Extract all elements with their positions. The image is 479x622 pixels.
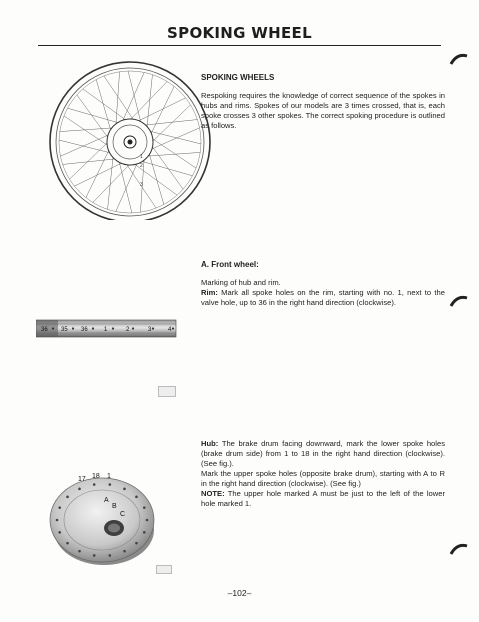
page-number: –102– bbox=[227, 588, 252, 598]
rim-spoke-hole bbox=[172, 327, 174, 329]
hub-mark-1: 1 bbox=[107, 473, 111, 480]
note-paragraph bbox=[201, 489, 445, 509]
hub-spoke-hole bbox=[93, 483, 96, 486]
rim-spoke-hole bbox=[132, 327, 134, 329]
hub-spoke-hole bbox=[56, 519, 59, 522]
hub-figure bbox=[42, 450, 172, 570]
wheel-mark-3: 3 bbox=[140, 182, 143, 188]
rim-mark-4: 4 bbox=[168, 327, 172, 333]
hub-spoke-hole bbox=[109, 483, 112, 486]
rim-spoke-hole bbox=[152, 327, 154, 329]
front-wheel-block bbox=[201, 260, 445, 308]
photo-corner-mark bbox=[158, 386, 176, 397]
hub-spoke-hole bbox=[135, 496, 138, 499]
rim-text: Mark all spoke holes on the rim, starting with no. 1, next to the valve hole, up to 36 in the right hand direction (clockwise). bbox=[201, 288, 445, 307]
hub-mark-17: 17 bbox=[78, 476, 86, 483]
hub-spoke-hole bbox=[135, 542, 138, 545]
marking-intro: Marking of hub and rim. bbox=[201, 278, 281, 287]
title-rule bbox=[38, 45, 441, 46]
hub-spoke-hole bbox=[146, 519, 149, 522]
hub-spoke-hole bbox=[58, 531, 61, 534]
rim-spoke-hole bbox=[52, 327, 54, 329]
hub-spoke-hole bbox=[93, 554, 96, 557]
hub-spoke-hole bbox=[66, 496, 69, 499]
front-wheel-heading: A. Front wheel: bbox=[201, 260, 259, 269]
rim-mark-36a: 36 bbox=[41, 327, 48, 333]
binder-hole-mark bbox=[449, 540, 469, 560]
rim-spoke-hole bbox=[112, 327, 114, 329]
hub-mark-b: B bbox=[112, 503, 117, 510]
rim-mark-3: 3 bbox=[148, 327, 152, 333]
hub-spoke-hole bbox=[58, 506, 61, 509]
rim-spoke-hole bbox=[72, 327, 74, 329]
rim-mark-2: 2 bbox=[126, 327, 130, 333]
hub-paragraph bbox=[201, 439, 445, 469]
wheel-mark-2: 2 bbox=[140, 163, 143, 169]
hub-spoke-hole bbox=[123, 488, 126, 491]
page-title: SPOKING WHEEL bbox=[167, 24, 312, 42]
rim-paragraph bbox=[201, 288, 445, 308]
rim-mark-36b: 36 bbox=[81, 327, 88, 333]
hub-text: The brake drum facing downward, mark the lower spoke holes (brake drum side) from 1 to 18 in the right hand direction (clockwise). (See fig.). bbox=[201, 439, 445, 468]
note-text: The upper hole marked A must be just to the left of the lower hole marked 1. bbox=[201, 489, 445, 508]
rim-spoke-hole bbox=[92, 327, 94, 329]
note-label: NOTE: bbox=[201, 489, 225, 498]
wheel-figure bbox=[22, 60, 216, 220]
rim-label: Rim: bbox=[201, 288, 218, 297]
hub-spoke-hole bbox=[123, 550, 126, 553]
binder-hole-mark bbox=[449, 50, 469, 70]
photo-corner-mark-2 bbox=[156, 565, 172, 574]
hub-spoke-hole bbox=[66, 542, 69, 545]
hub-spoke-hole bbox=[78, 550, 81, 553]
intro-paragraph: Respoking requires the knowledge of correct sequence of the spokes in hubs and rims. Spokes of our models are 3 times crossed, that is, each spoke crosses 3 other spokes. The correct spoking procedure is outlined as follows. bbox=[201, 91, 445, 130]
section-heading: SPOKING WHEELS bbox=[201, 73, 275, 82]
hub-label: Hub: bbox=[201, 439, 219, 448]
wheel-mark-1: 1 bbox=[140, 154, 143, 160]
hub-spoke-hole bbox=[78, 488, 81, 491]
hub-mark-c: C bbox=[120, 511, 126, 518]
hub-mark-a: A bbox=[104, 497, 109, 504]
hub-spoke-hole bbox=[109, 554, 112, 557]
upper-holes-paragraph: Mark the upper spoke holes (opposite brake drum), starting with A to R in the right hand direction (clockwise). (See fig.) bbox=[201, 469, 445, 488]
hub-spoke-hole bbox=[143, 506, 146, 509]
hub-spoke-hole bbox=[143, 531, 146, 534]
rim-mark-1: 1 bbox=[104, 327, 108, 333]
rim-mark-35: 35 bbox=[61, 327, 68, 333]
hub-text-block bbox=[201, 439, 445, 509]
hub-mark-18: 18 bbox=[92, 473, 100, 480]
intro-text-block bbox=[201, 73, 445, 131]
binder-hole-mark bbox=[449, 292, 469, 312]
